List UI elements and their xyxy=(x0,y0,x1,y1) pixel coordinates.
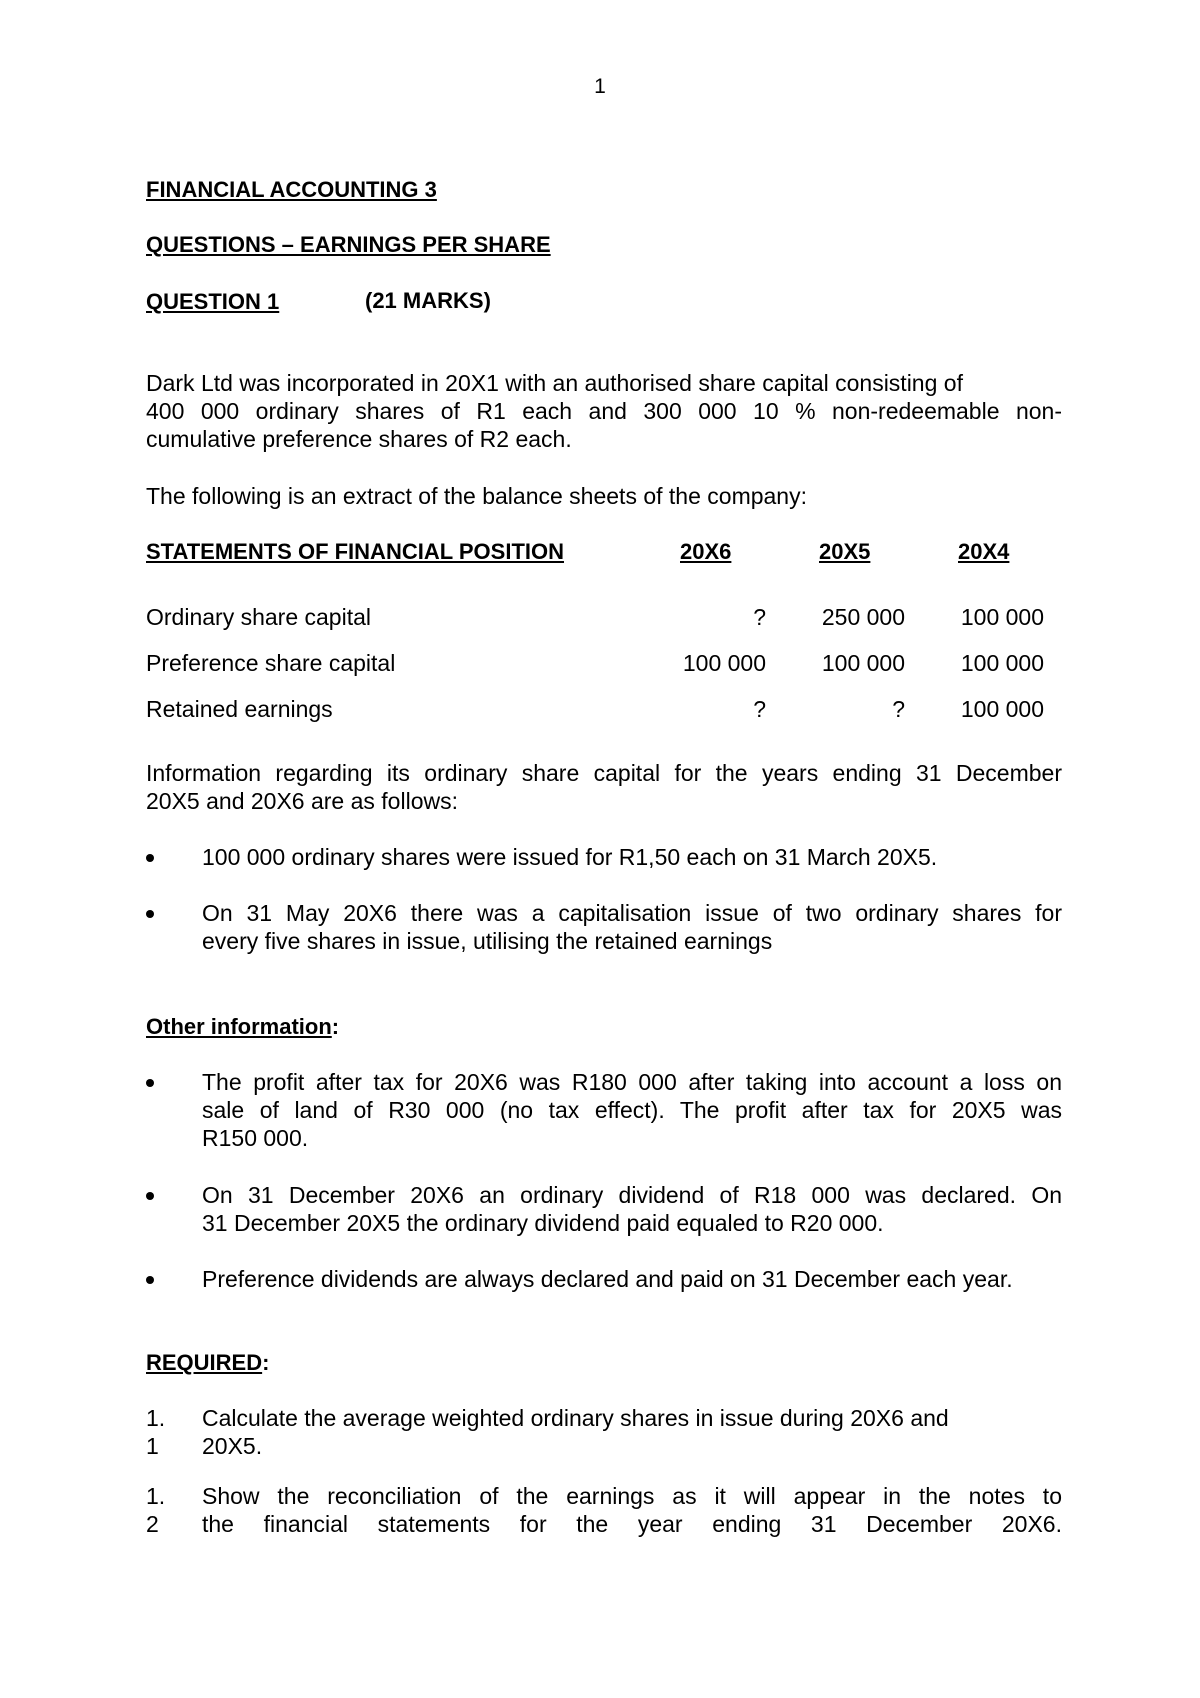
intro-line: cumulative preference shares of R2 each. xyxy=(146,426,572,452)
statements-title: STATEMENTS OF FINANCIAL POSITION xyxy=(146,539,564,564)
row-label: Preference share capital xyxy=(146,650,396,676)
bullet-icon xyxy=(146,1192,154,1200)
statements-header-row xyxy=(146,538,1046,566)
row-value: 100 000 xyxy=(821,650,905,676)
row-label: Retained earnings xyxy=(146,696,333,722)
item-line: Show the reconciliation of the earnings as it will appear in the notes to xyxy=(202,1483,1062,1509)
questions-title: QUESTIONS – EARNINGS PER SHARE xyxy=(146,232,551,257)
row-value: ? xyxy=(892,696,905,722)
year-header: 20X5 xyxy=(819,539,871,564)
bullet-line: 31 December 20X5 the ordinary dividend paid equaled to R20 000. xyxy=(202,1210,884,1236)
bullet-text xyxy=(202,1265,1062,1293)
bullet-line: 100 000 ordinary shares were issued for R1,50 each on 31 March 20X5. xyxy=(202,844,938,870)
row-value: ? xyxy=(753,604,766,630)
info-intro-line: Information regarding its ordinary share capital for the years ending 31 December xyxy=(146,760,1062,786)
year-header: 20X6 xyxy=(680,539,732,564)
item-line: Calculate the average weighted ordinary shares in issue during 20X6 and xyxy=(202,1405,949,1431)
page-number: 1 xyxy=(594,75,606,98)
item-line: the financial statements for the year ending 31 December 20X6. xyxy=(202,1511,1062,1537)
question-marks: (21 MARKS) xyxy=(365,288,491,313)
item-text xyxy=(202,1482,1062,1538)
row-value: 100 000 xyxy=(960,650,1044,676)
row-value: 250 000 xyxy=(821,604,905,630)
item-number: 1. 1 xyxy=(146,1405,166,1459)
bullet-line: R150 000. xyxy=(202,1125,309,1151)
statement-row xyxy=(146,695,1046,723)
bullet-text xyxy=(202,899,1062,955)
info-intro-line: 20X5 and 20X6 are as follows: xyxy=(146,788,458,814)
bullet-text xyxy=(202,1068,1062,1152)
question-header xyxy=(146,287,491,316)
required-heading: REQUIRED: xyxy=(146,1350,270,1375)
bullet-line: Preference dividends are always declared and paid on 31 December each year. xyxy=(202,1266,1013,1292)
row-value: 100 000 xyxy=(960,604,1044,630)
info-intro-paragraph xyxy=(146,759,1062,815)
row-value: 100 000 xyxy=(682,650,766,676)
bullet-icon xyxy=(146,1276,154,1284)
intro-paragraph xyxy=(146,369,1062,453)
row-value: ? xyxy=(753,696,766,722)
intro-line: 400 000 ordinary shares of R1 each and 300 000 10 % non-redeemable non- xyxy=(146,398,1062,424)
bullet-icon xyxy=(146,1079,154,1087)
bullet-line: On 31 May 20X6 there was a capitalisation issue of two ordinary shares for xyxy=(202,900,1062,926)
course-title: FINANCIAL ACCOUNTING 3 xyxy=(146,177,437,202)
row-label: Ordinary share capital xyxy=(146,604,371,630)
intro-line: Dark Ltd was incorporated in 20X1 with an authorised share capital consisting of xyxy=(146,370,963,396)
item-line: 20X5. xyxy=(202,1433,263,1459)
row-value: 100 000 xyxy=(960,696,1044,722)
item-text xyxy=(202,1404,1062,1460)
extract-text: The following is an extract of the balance sheets of the company: xyxy=(146,483,807,509)
bullet-line: On 31 December 20X6 an ordinary dividend of R18 000 was declared. On xyxy=(202,1182,1062,1208)
other-info-heading: Other information: xyxy=(146,1014,340,1039)
statement-row xyxy=(146,649,1046,677)
bullet-line: sale of land of R30 000 (no tax effect). The profit after tax for 20X5 was xyxy=(202,1097,1062,1123)
bullet-text xyxy=(202,843,1062,871)
year-header: 20X4 xyxy=(958,539,1010,564)
item-number: 1. 2 xyxy=(146,1483,166,1537)
question-label: QUESTION 1 xyxy=(146,289,280,314)
bullet-line: every five shares in issue, utilising the retained earnings xyxy=(202,928,773,954)
bullet-icon xyxy=(146,910,154,918)
bullet-line: The profit after tax for 20X6 was R180 000 after taking into account a loss on xyxy=(202,1069,1062,1095)
statement-row xyxy=(146,603,1046,631)
bullet-text xyxy=(202,1181,1062,1237)
bullet-icon xyxy=(146,854,154,862)
